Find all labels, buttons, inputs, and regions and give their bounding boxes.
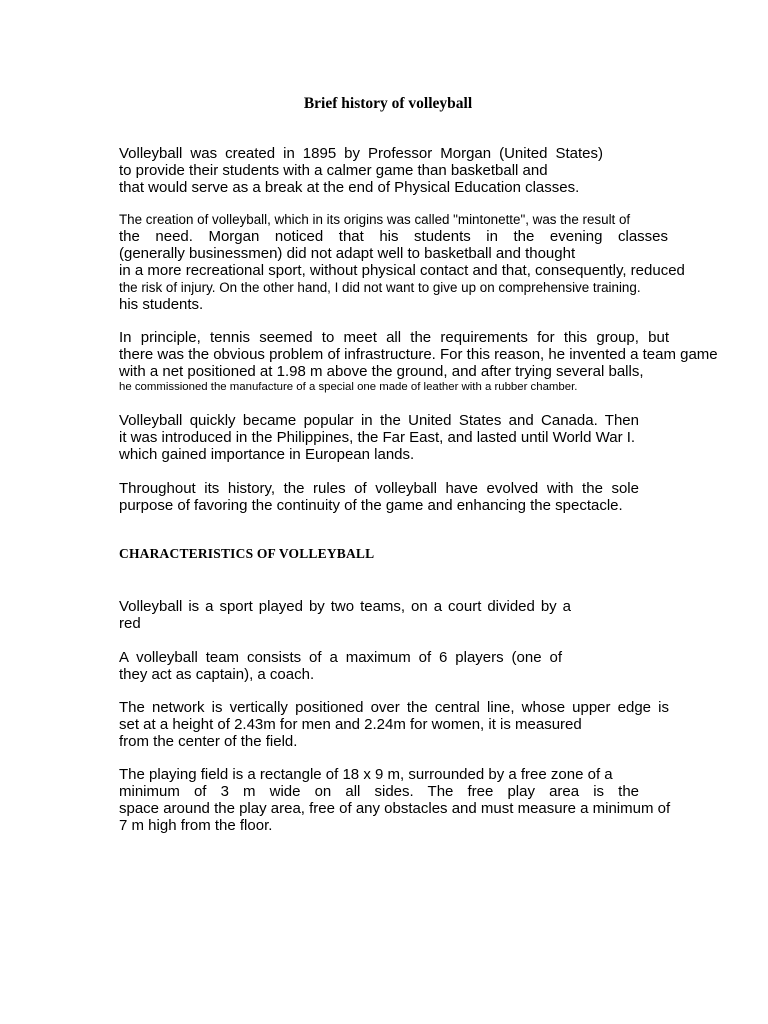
history-paragraph-3 xyxy=(119,329,718,395)
text-line: (generally businessmen) did not adapt well to basketball and thought xyxy=(119,245,576,262)
text-line: that would serve as a break at the end of Physical Education classes. xyxy=(119,179,580,196)
history-paragraph-2 xyxy=(119,211,685,313)
document-title: Brief history of volleyball xyxy=(303,95,473,112)
text-line: which gained importance in European lands. xyxy=(119,446,415,463)
text-line: minimum of 3 m wide on all sides. The free play area is the xyxy=(119,783,639,800)
text-line: to provide their students with a calmer game than basketball and xyxy=(119,162,548,179)
text-line: red xyxy=(119,615,141,632)
history-paragraph-1 xyxy=(119,145,603,196)
characteristics-paragraph-2 xyxy=(119,649,562,683)
section-heading: CHARACTERISTICS OF VOLLEYBALL xyxy=(119,546,375,561)
text-line: The playing field is a rectangle of 18 x 9 m, surrounded by a free zone of a xyxy=(119,766,613,783)
text-line: the need. Morgan noticed that his students in the evening classes xyxy=(119,228,668,245)
text-line: Volleyball was created in 1895 by Professor Morgan (United States) xyxy=(119,145,603,162)
text-line: set at a height of 2.43m for men and 2.24m for women, it is measured xyxy=(119,716,582,733)
text-line: The network is vertically positioned over the central line, whose upper edge is xyxy=(119,699,669,716)
text-line: with a net positioned at 1.98 m above the ground, and after trying several balls, xyxy=(119,363,644,380)
characteristics-paragraph-1 xyxy=(119,598,571,632)
text-line: In principle, tennis seemed to meet all the requirements for this group, but xyxy=(119,329,669,346)
text-line: from the center of the field. xyxy=(119,733,298,750)
history-paragraph-5 xyxy=(119,480,639,514)
text-line: they act as captain), a coach. xyxy=(119,666,315,683)
characteristics-paragraph-3 xyxy=(119,699,669,750)
text-line: Volleyball quickly became popular in the United States and Canada. Then xyxy=(119,412,639,429)
text-line: he commissioned the manufacture of a special one made of leather with a rubber chamber. xyxy=(119,381,578,393)
text-line: The creation of volleyball, which in its origins was called "mintonette", was the result of xyxy=(119,212,631,227)
text-line: his students. xyxy=(119,296,204,313)
text-line: there was the obvious problem of infrastructure. For this reason, he invented a team game xyxy=(119,346,718,363)
text-line: space around the play area, free of any obstacles and must measure a minimum of xyxy=(119,800,671,817)
text-line: purpose of favoring the continuity of the game and enhancing the spectacle. xyxy=(119,497,623,514)
text-line: Volleyball is a sport played by two teams, on a court divided by a xyxy=(119,598,571,615)
history-paragraph-4 xyxy=(119,412,639,463)
text-line: it was introduced in the Philippines, the Far East, and lasted until World War I. xyxy=(119,429,636,446)
text-line: the risk of injury. On the other hand, I did not want to give up on comprehensive training. xyxy=(119,280,641,295)
text-line: 7 m high from the floor. xyxy=(119,817,273,834)
text-line: in a more recreational sport, without physical contact and that, consequently, reduced xyxy=(119,262,685,279)
text-line: Throughout its history, the rules of volleyball have evolved with the sole xyxy=(119,480,639,497)
text-line: A volleyball team consists of a maximum of 6 players (one of xyxy=(119,649,562,666)
characteristics-paragraph-4 xyxy=(119,766,671,834)
